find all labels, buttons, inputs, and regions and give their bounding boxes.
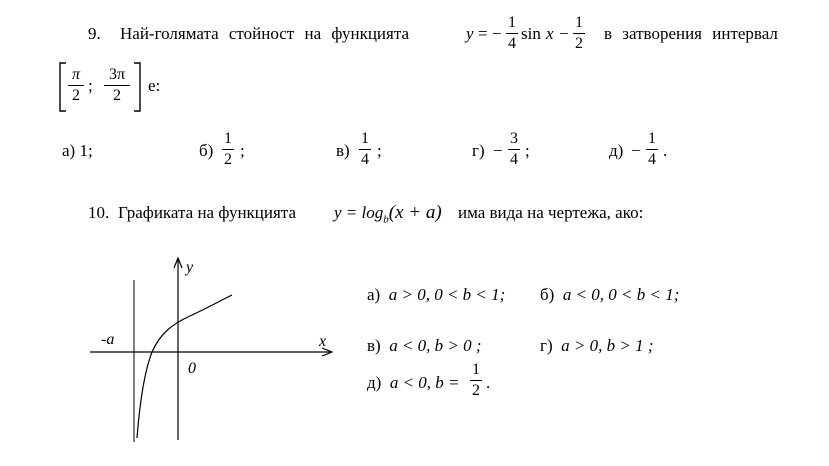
q10-option-e-fraction: 1 2 <box>472 361 480 399</box>
q9-option-d-label: г) <box>472 141 485 160</box>
q9-func-minus: − <box>559 24 569 43</box>
q9-option-e-fraction: 1 4 <box>648 130 656 168</box>
q9-number: 9. <box>88 24 101 43</box>
q10-number: 10. <box>88 203 110 222</box>
log-curve <box>137 295 232 438</box>
q9-text-end: е: <box>148 76 161 95</box>
q9-option-d-suffix: ; <box>525 141 530 160</box>
q10-option-e-suffix: . <box>486 373 491 392</box>
q9-option-a: а) 1; <box>62 141 93 160</box>
q10-text-after: има вида на чертежа, ако: <box>458 203 644 222</box>
q9-option-b-fraction: 1 2 <box>224 130 232 168</box>
q9-option-d-sign: − <box>493 141 503 160</box>
q9-right-bracket <box>132 62 142 112</box>
q9-text-after: в затворения интервал <box>604 24 778 43</box>
q9-option-e-suffix: . <box>663 141 668 160</box>
q10-option-d: г) a > 0, b > 1 ; <box>540 336 654 355</box>
q10-option-a: а) a > 0, 0 < b < 1; <box>367 285 506 304</box>
q9-func-var: x <box>546 24 554 43</box>
q9-func-lhs: y <box>466 24 474 43</box>
q9-left-bracket <box>58 62 68 112</box>
q10-option-b: б) a < 0, 0 < b < 1; <box>540 285 680 304</box>
y-axis-label: y <box>186 259 194 276</box>
q9-func-sin: sin <box>521 24 541 43</box>
q9-const-fraction: 1 2 <box>575 14 583 52</box>
q9-func-eq: = − <box>478 24 502 43</box>
q10-text: Графиката на функцията <box>118 203 296 222</box>
q9-interval-right: 3π 2 <box>104 66 130 105</box>
q9-text: Най-голямата стойност на функцията <box>120 24 410 43</box>
minus-a-label: -a <box>101 331 115 348</box>
q9-option-c-fraction: 1 4 <box>361 130 369 168</box>
q10-graph <box>90 250 340 450</box>
q9-option-b-label: б) <box>199 141 214 160</box>
q9-interval-sep: ; <box>88 76 93 95</box>
x-axis-label: x <box>319 333 327 350</box>
q9-option-c-suffix: ; <box>377 141 382 160</box>
q9-interval-left: π 2 <box>68 66 84 105</box>
q9-option-c-label: в) <box>336 141 350 160</box>
q10-option-c: в) a < 0, b > 0 ; <box>367 336 482 355</box>
q9-option-b-suffix: ; <box>240 141 245 160</box>
q10-option-e: д) a < 0, b = <box>367 373 460 392</box>
q9-option-e-label: д) <box>609 141 624 160</box>
q9-option-e-sign: − <box>631 141 641 160</box>
q9-coef-fraction: 1 4 <box>508 14 516 52</box>
q9-option-d-fraction: 3 4 <box>510 130 518 168</box>
origin-label: 0 <box>188 360 196 377</box>
q10-func: $y = \log_b(x + a)$ <box>334 202 442 226</box>
